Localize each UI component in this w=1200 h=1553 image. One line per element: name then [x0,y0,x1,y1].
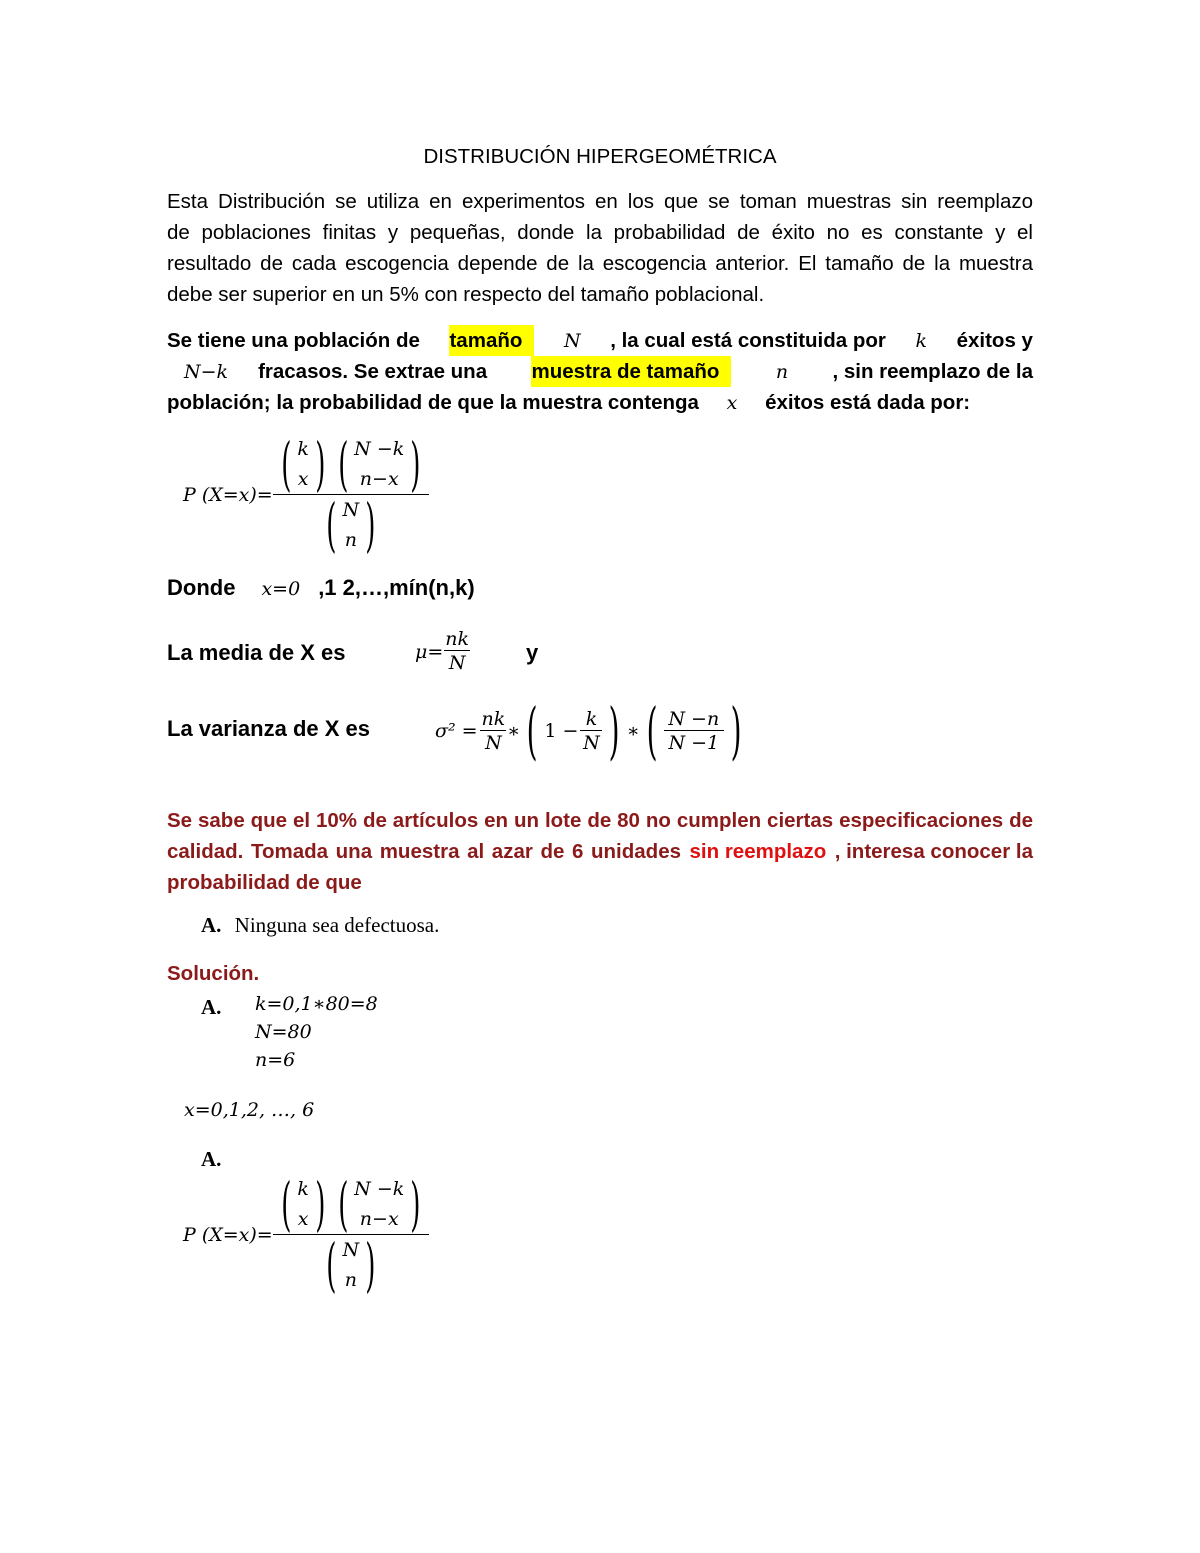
document-title: DISTRIBUCIÓN HIPERGEOMÉTRICA [423,145,777,168]
highlight-muestra-de-tamano: muestra de tamaño [531,356,731,387]
intro-line-1: Esta Distribución se utiliza en experimentos en los que se toman muestras sin reemplazo [167,190,1033,213]
binom2-k-x: ( k x ) [280,1170,326,1238]
donde-expr: x=0 [261,578,301,600]
varianza-num2: k [585,707,598,730]
varianza-one-minus: 1 − [544,720,579,742]
sin-reemplazo-text: sin reemplazo [689,840,827,863]
symbol-n: n [775,361,789,383]
varianza-den3: N −1 [668,731,720,754]
binom-N-n: ( N n ) [326,491,376,559]
definition-line-1 [167,325,1033,357]
highlight-tamano: tamaño [449,325,534,356]
def-text-1c: éxitos y [956,329,1033,352]
media-num: nk [445,628,470,650]
varianza-den2: N [583,731,600,754]
varianza-num3: N −n [668,707,720,730]
question-a [201,913,439,938]
question-a-text: Ninguna sea defectuosa. [234,913,440,937]
definition-line-2 [167,356,1033,388]
varianza-star-1: ∗ [507,720,521,742]
solution-n-eq: n=6 [255,1049,296,1071]
binom-k-x: ( k x ) [280,430,326,498]
solution-label-a2: A. [201,1147,222,1171]
varianza-sigma: σ² = [435,720,478,742]
symbol-N: N [563,330,581,352]
binom2-N-n: ( N n ) [326,1231,376,1299]
solution-heading: Solución. [167,962,260,985]
symbol-k: k [915,330,927,352]
def-text-2a: fracasos. Se extrae una [258,360,488,383]
donde-line [167,575,475,601]
hypergeometric-formula [183,430,429,559]
formula2-lhs: P (X=x)= [183,1223,273,1246]
intro-line-2: de poblaciones finitas y pequeñas, donde la probabilidad de éxito no es constante y el [167,221,1033,244]
question-a-label: A. [201,913,222,937]
binom2-Nk-nx: ( N −k n−x ) [337,1170,421,1238]
intro-line-4: debe ser superior en un 5% con respecto del tamaño poblacional. [167,283,765,306]
intro-paragraph [167,186,1033,310]
varianza-label: La varianza de X es [167,716,370,741]
donde-range: ,1 2,…,mín(n,k) [318,575,475,600]
symbol-N-minus-k: N−k [184,361,229,383]
solution-x-range: x=0,1,2, …, 6 [184,1099,315,1121]
donde-label: Donde [167,575,236,600]
media-y: y [526,640,539,665]
definition-line-3 [167,387,970,419]
binom-Nk-nx: ( N −k n−x ) [337,430,421,498]
problem-line-2: calidad. Tomada una muestra al azar de 6 unidades sin reemplazo , interesa conocer la [167,836,1033,867]
formula-lhs: P (X=x)= [183,483,273,506]
def-text-3a: población; la probabilidad de que la muestra contenga [167,391,699,414]
problem-paragraph [167,805,1033,898]
media-mu: μ= [415,640,444,663]
intro-line-3: resultado de cada escogencia depende de la escogencia anterior. El tamaño de la muestra [167,252,1033,275]
varianza-num1: nk [481,707,506,730]
def-text-3b: éxitos está dada por: [765,391,971,414]
def-text-1b: , la cual está constituida por [610,329,886,352]
media-formula [415,628,471,675]
varianza-star-2: ∗ [626,720,640,742]
media-label: La media de X es [167,640,346,665]
varianza-den1: N [485,731,502,754]
solution-label-a: A. [201,995,222,1019]
hypergeometric-formula-2 [183,1170,429,1299]
def-text-1a: Se tiene una población de [167,329,420,352]
problem-line-1: Se sabe que el 10% de artículos en un lote de 80 no cumplen ciertas especificaciones de [167,809,1033,832]
varianza-formula: σ² = $\frac{nk}{N}$ ∗ ( 1 − $\frac{k}{N}$ ) ∗ ( $\frac{N -n}{N -1}$ ) [435,694,742,767]
symbol-x: x [726,392,738,414]
media-den: N [448,652,466,674]
solution-N-eq: N=80 [255,1021,312,1043]
def-text-2b: , sin reemplazo de la [832,360,1033,383]
solution-k-eq: k=0,1∗80=8 [255,993,378,1015]
problem-line-3: probabilidad de que [167,871,362,894]
